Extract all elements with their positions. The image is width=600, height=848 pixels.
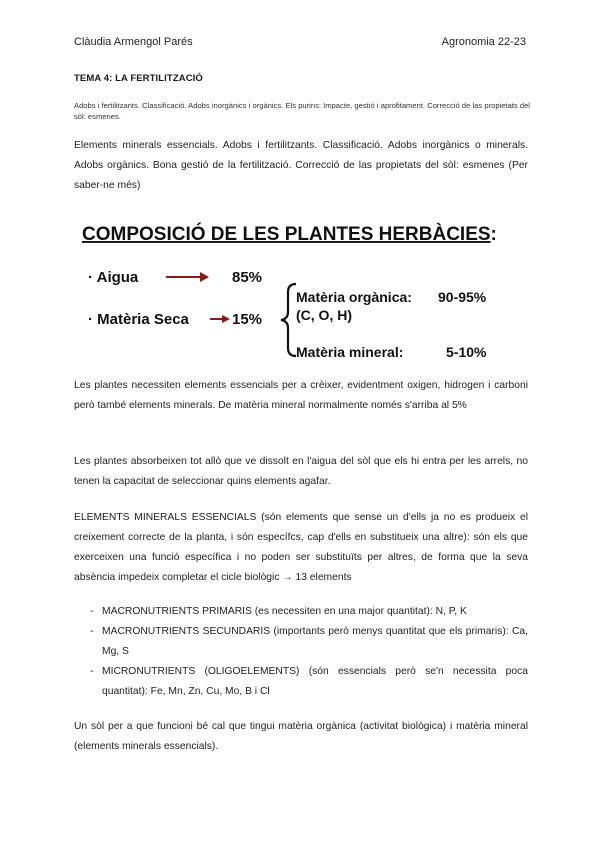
list-item-text: MACRONUTRIENTS SECUNDARIS (importants però menys quantitat que els primaris): Ca, Mg, S xyxy=(102,626,528,657)
list-dash: - xyxy=(90,666,94,677)
water-arrowhead xyxy=(200,272,209,282)
dry-matter-arrowhead xyxy=(222,315,230,323)
dry-matter-label: · Matèria Seca xyxy=(88,311,189,328)
organic-matter-percent: 90-95% xyxy=(438,289,487,305)
list-item-text: MACRONUTRIENTS PRIMARIS (es necessiten en una major quantitat): N, P, K xyxy=(102,606,467,617)
topic-title: TEMA 4: LA FERTILITZACIÓ xyxy=(74,73,203,84)
header-course: Agronomia 22-23 xyxy=(441,36,526,48)
paragraph-mineral-elements: ELEMENTS MINERALS ESSENCIALS (són elements que sense un d'ells ja no es produeix el creixement correcte de la planta, i són específcs, cap d'ells en substitueix una altre): són els que exerceixen una funció específica i no poden ser substituïts per altres, de forma que la seva absència impedeix completar el cicle biològic → 13 elements xyxy=(74,512,528,583)
mineral-matter-label: Matèria mineral: xyxy=(296,344,404,360)
list-item-text: MICRONUTRIENTS (OLIGOELEMENTS) (són essencials però se'n necessita poca quantitat): Fe, Mn, Zn, Cu, Mo, B i Cl xyxy=(102,666,528,697)
list-dash: - xyxy=(90,626,94,637)
organic-matter-label: Matèria orgànica: xyxy=(296,289,412,305)
list-item xyxy=(74,602,528,622)
water-label: · Aigua xyxy=(88,269,139,286)
header-author: Clàudia Armengol Parés xyxy=(74,36,193,48)
organic-elements: (C, O, H) xyxy=(296,307,352,323)
topic-subtitle: Adobs i fertilitzants. Classificació. Adobs inorgànics i orgànics. Els purins: Impacte, gestió i aprofitament. Correcció de las propietats del sòl: esmenes. xyxy=(74,101,530,121)
paragraph-absorption: Les plantes absorbeixen tot allò que ve dissolt en l'aigua del sòl que els hi entra per les arrels, no tenen la capacitat de seleccionar quins elements agafar. xyxy=(74,456,528,487)
water-percent: 85% xyxy=(232,269,263,286)
nutrient-list xyxy=(74,602,528,702)
brace xyxy=(281,284,296,356)
svg-text:COMPOSICIÓ DE LES PLANTES HERB xyxy=(82,223,497,245)
intro-paragraph: Elements minerals essencials. Adobs i fertilitzants. Classificació. Adobs inorgànics o minerals. Adobs orgànics. Bona gestió de la fertilització. Correcció de las propietats del sòl: esmenes (Per saber-ne més) xyxy=(74,140,528,191)
list-item xyxy=(74,662,528,702)
list-item xyxy=(74,622,528,662)
composition-figure xyxy=(70,212,530,372)
paragraph-essential-elements: Les plantes necessiten elements essencials per a crèixer, evidentment oxigen, hidrogen i carboni però també elements minerals. De matèria mineral normalmente només s'arriba al 5% xyxy=(74,380,528,411)
figure-title: COMPOSICIÓ DE LES PLANTES HERBÀCIES xyxy=(82,224,491,245)
paragraph-soil: Un sòl per a que funcioni bé cal que tingui matèria orgànica (activitat biològica) i matèria mineral (elements minerals essencials). xyxy=(74,721,528,752)
dry-matter-percent: 15% xyxy=(232,311,263,328)
figure-title-colon: : xyxy=(490,224,497,245)
mineral-matter-percent: 5-10% xyxy=(446,344,487,360)
list-dash: - xyxy=(90,606,94,617)
